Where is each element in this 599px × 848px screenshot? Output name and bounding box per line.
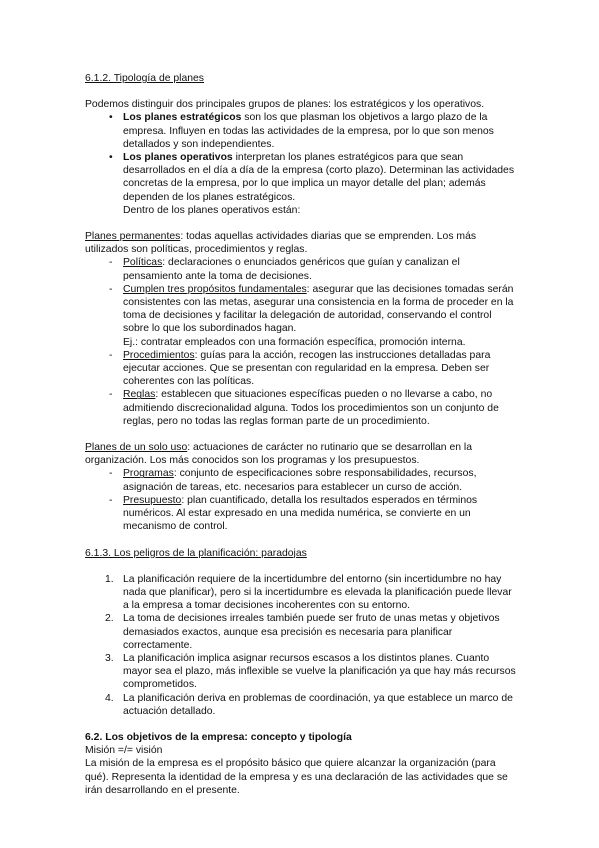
paragraph-text: : actuaciones de carácter no rutinario que se desarrollan en la organización. Los más conocidos son los programas y los presupuestos. — [85, 442, 473, 467]
item-text: La planificación requiere de la incertidumbre del entorno (sin incertidumbre no hay nada que planificar), pero si la incertidumbre es elevada la planificación puede llevar a la empresa a tomar decisiones incoherentes con su entorno. — [123, 573, 512, 612]
list-item — [85, 612, 517, 652]
single-use-plans-list — [85, 467, 517, 533]
item-text: : declaraciones o enunciados genéricos que guían y canalizan el pensamiento ante la toma de decisiones. — [123, 257, 460, 282]
paragraph-text: : todas aquellas actividades diarias que se emprenden. Los más utilizados son políticas, procedimientos y reglas. — [85, 231, 477, 256]
term-label: Planes permanentes — [85, 231, 181, 243]
paradoxes-list — [85, 573, 517, 718]
dash-marker: - — [109, 283, 113, 295]
intro-paragraph: Podemos distinguir dos principales grupos de planes: los estratégicos y los operativos. — [85, 99, 485, 111]
permanent-plans-list — [85, 256, 517, 428]
item-text: La planificación implica asignar recursos escasos a los distintos planes. Cuanto mayor sea el plazo, más inflexible se vuelve la planificación ya que hay más recursos comprometidos. — [123, 652, 516, 691]
dash-marker: - — [109, 349, 113, 361]
list-item — [85, 283, 517, 349]
item-text: : establecen que situaciones específicas pueden o no llevarse a cabo, no admitiendo discrecionalidad alguna. Todos los procedimientos son un conjunto de reglas, pero no todas las reglas forman parte de un procedimiento. — [123, 389, 499, 427]
example-text: Ej.: contratar empleados con una formación específica, promoción interna. — [123, 336, 466, 348]
permanent-plans-paragraph — [85, 230, 517, 256]
item-text: : guías para la acción, recogen las instrucciones detalladas para ejecutar acciones. Que se presentan con regularidad en la empresa. Deben ser coherentes con las políticas. — [123, 349, 491, 388]
document-page — [85, 72, 517, 797]
single-use-plans-paragraph — [85, 441, 517, 467]
mission-vision-line: Misión =/= visión — [85, 745, 163, 757]
bullet-text: son los que plasman los objetivos a largo plazo de la empresa. Influyen en todas las actividades de la empresa, por lo que son menos detallados y son independientes. — [123, 112, 494, 150]
item-text: : plan cuantificado, detalla los resultados esperados en términos numéricos. Al estar expresado en una medida numérica, se convierte en un mecanismo de control. — [123, 494, 478, 533]
list-item — [85, 692, 517, 718]
mission-paragraph: La misión de la empresa es el propósito básico que quiere alcanzar la organización (para qué). Representa la identidad de la empresa y es una declaración de las actividades que se irán desarrollando en el presente. — [85, 758, 508, 796]
dash-marker: - — [109, 468, 113, 480]
list-item — [85, 652, 517, 692]
bullet-icon: • — [109, 112, 113, 124]
term-label: Procedimientos — [123, 349, 195, 361]
bullet-text: interpretan los planes estratégicos para que sean desarrollados en el día a día de la empresa (corto plazo). Determinan las actividades concretas de la empresa, por lo que implica un mayor detalle del plan; además dependen de los planes estratégicos. — [123, 152, 515, 203]
term-label: Reglas — [123, 389, 156, 401]
item-text: La toma de decisiones irreales también puede ser fruto de unas metas y objetivos demasiados exactos, aunque esa precisión es necesaria para planificar correctamente. — [123, 613, 500, 651]
term-label: Presupuesto — [123, 494, 182, 506]
dash-marker: - — [109, 389, 113, 401]
section-heading-6-1-3: 6.1.3. Los peligros de la planificación: paradojas — [85, 547, 307, 559]
item-number: 4. — [105, 692, 114, 704]
term-label: Programas — [123, 468, 174, 480]
bold-term: Los planes operativos — [123, 152, 233, 164]
term-label: Políticas — [123, 257, 163, 269]
plan-types-list — [85, 111, 517, 203]
item-number: 3. — [105, 652, 114, 664]
section-heading-6-1-2: 6.1.2. Tipología de planes — [85, 73, 205, 84]
item-text: : asegurar que las decisiones tomadas serán consistentes con las metas, asegurar una consistencia en la forma de proceder en la toma de decisiones y facilitar la delegación de autoridad, conservando el control sobre lo que los subordinados hagan. — [123, 283, 514, 335]
term-label: Planes de un solo uso — [85, 442, 188, 454]
list-item — [85, 349, 517, 389]
dash-marker: - — [109, 494, 113, 506]
list-item — [85, 256, 517, 282]
section-heading-6-2: 6.2. Los objetivos de la empresa: concepto y tipología — [85, 731, 352, 743]
list-item — [85, 111, 517, 151]
list-item — [85, 467, 517, 493]
bullet-followup: Dentro de los planes operativos están: — [123, 204, 301, 216]
list-item — [85, 573, 517, 613]
list-item — [85, 151, 517, 204]
item-text: La planificación deriva en problemas de coordinación, ya que establece un marco de actuación detallado. — [123, 692, 513, 717]
item-number: 1. — [105, 573, 114, 585]
item-text: : conjunto de especificaciones sobre responsabilidades, recursos, asignación de tareas, etc. necesarios para establecer un curso de acción. — [123, 468, 477, 493]
term-label: Cumplen tres propósitos fundamentales — [123, 283, 307, 295]
dash-marker: - — [109, 257, 113, 269]
bold-term: Los planes estratégicos — [123, 112, 242, 124]
list-item — [85, 494, 517, 534]
list-item — [85, 388, 517, 428]
item-number: 2. — [105, 613, 114, 625]
bullet-icon: • — [109, 152, 113, 164]
